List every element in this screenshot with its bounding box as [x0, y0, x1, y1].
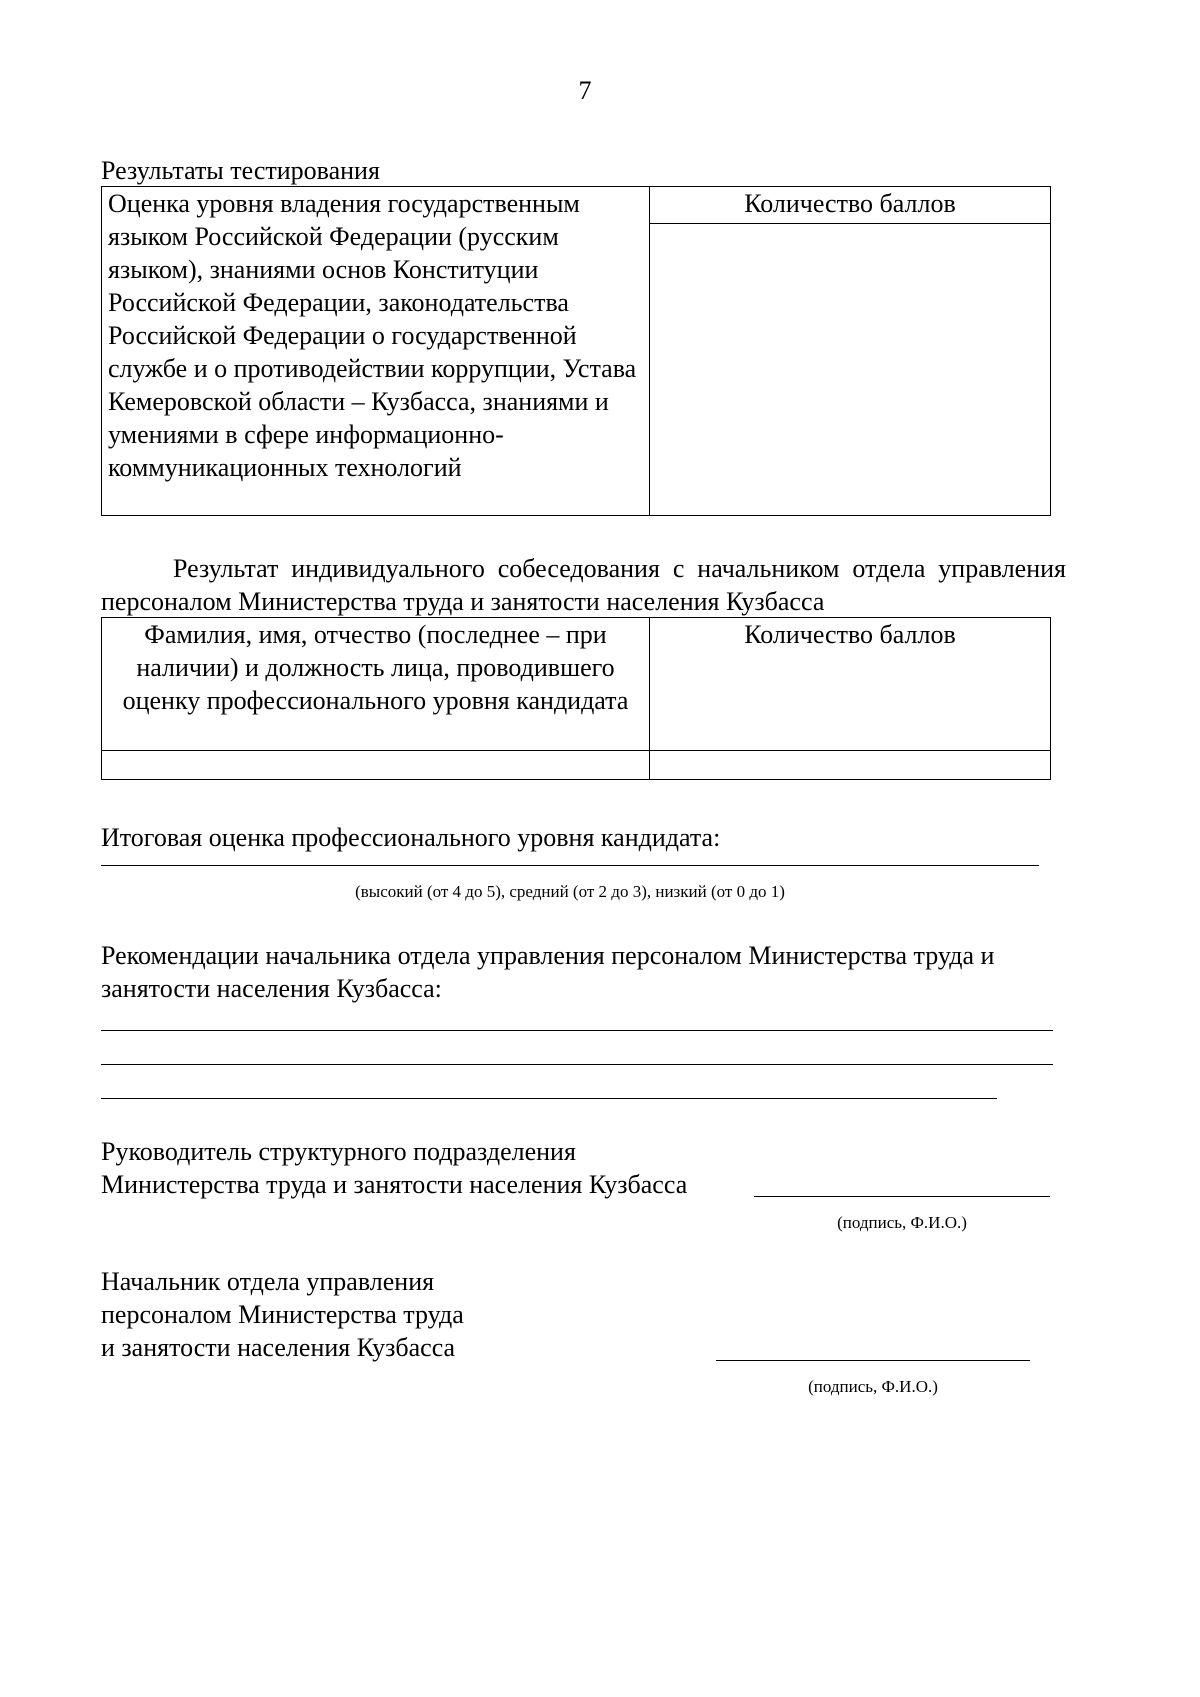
- score-value-cell[interactable]: [650, 751, 1051, 780]
- chief-title-line-2: персоналом Министерства труда: [101, 1300, 464, 1329]
- head-title-line-2: Министерства труда и занятости населения Кузбасса: [101, 1170, 688, 1199]
- score-value-cell[interactable]: [650, 224, 1051, 516]
- head-signature-block: [101, 1135, 1066, 1201]
- head-signature-line[interactable]: [754, 1196, 1050, 1197]
- head-signature-hint: (подпись, Ф.И.О.): [837, 1213, 967, 1232]
- testing-results-table: [101, 186, 1051, 516]
- final-assessment-line[interactable]: [101, 865, 1039, 866]
- page-number: 7: [578, 76, 592, 105]
- score-header-cell: Количество баллов: [650, 618, 1051, 751]
- interview-results-table: [101, 617, 1051, 780]
- chief-title-line-3: и занятости населения Кузбасса: [101, 1333, 456, 1362]
- table-row: [102, 751, 1051, 780]
- table-row: [102, 187, 1051, 224]
- testing-caption: Результаты тестирования: [101, 156, 380, 185]
- chief-title-line-1: Начальник отдела управления: [101, 1267, 435, 1296]
- score-header-cell: Количество баллов: [650, 187, 1051, 224]
- recommendation-line-1[interactable]: [101, 1030, 1053, 1031]
- assessment-description-cell: Оценка уровня владения государственным языком Российской Федерации (русским языком), знаниями основ Конституции Российской Федерации, законодательства Российской Федерации о государственной службе и о противодействии коррупции, Устава Кемеровской области – Кузбасса, знаниями и умениями в сфере информационно-коммуникационных технологий: [102, 187, 650, 516]
- chief-signature-block: [101, 1265, 1066, 1364]
- interviewer-value-cell[interactable]: [102, 751, 650, 780]
- recommendations-label: Рекомендации начальника отдела управления персоналом Министерства труда и занятости населения Кузбасса:: [101, 941, 995, 1003]
- interview-intro: Результат индивидуального собеседования с начальником отдела управления персоналом Министерства труда и занятости населения Кузбасса: [101, 554, 1066, 616]
- recommendation-line-2[interactable]: [101, 1064, 1053, 1065]
- chief-signature-hint: (подпись, Ф.И.О.): [808, 1377, 938, 1396]
- final-assessment-label: Итоговая оценка профессионального уровня кандидата:: [101, 823, 721, 852]
- table-row: [102, 618, 1051, 751]
- interviewer-header-cell: Фамилия, имя, отчество (последнее – при наличии) и должность лица, проводившего оценку профессионального уровня кандидата: [102, 618, 650, 751]
- final-assessment-hint: (высокий (от 4 до 5), средний (от 2 до 3), низкий (от 0 до 1): [355, 882, 785, 901]
- chief-signature-line[interactable]: [716, 1360, 1030, 1361]
- recommendation-line-3[interactable]: [101, 1098, 997, 1099]
- head-title-line-1: Руководитель структурного подразделения: [101, 1137, 576, 1166]
